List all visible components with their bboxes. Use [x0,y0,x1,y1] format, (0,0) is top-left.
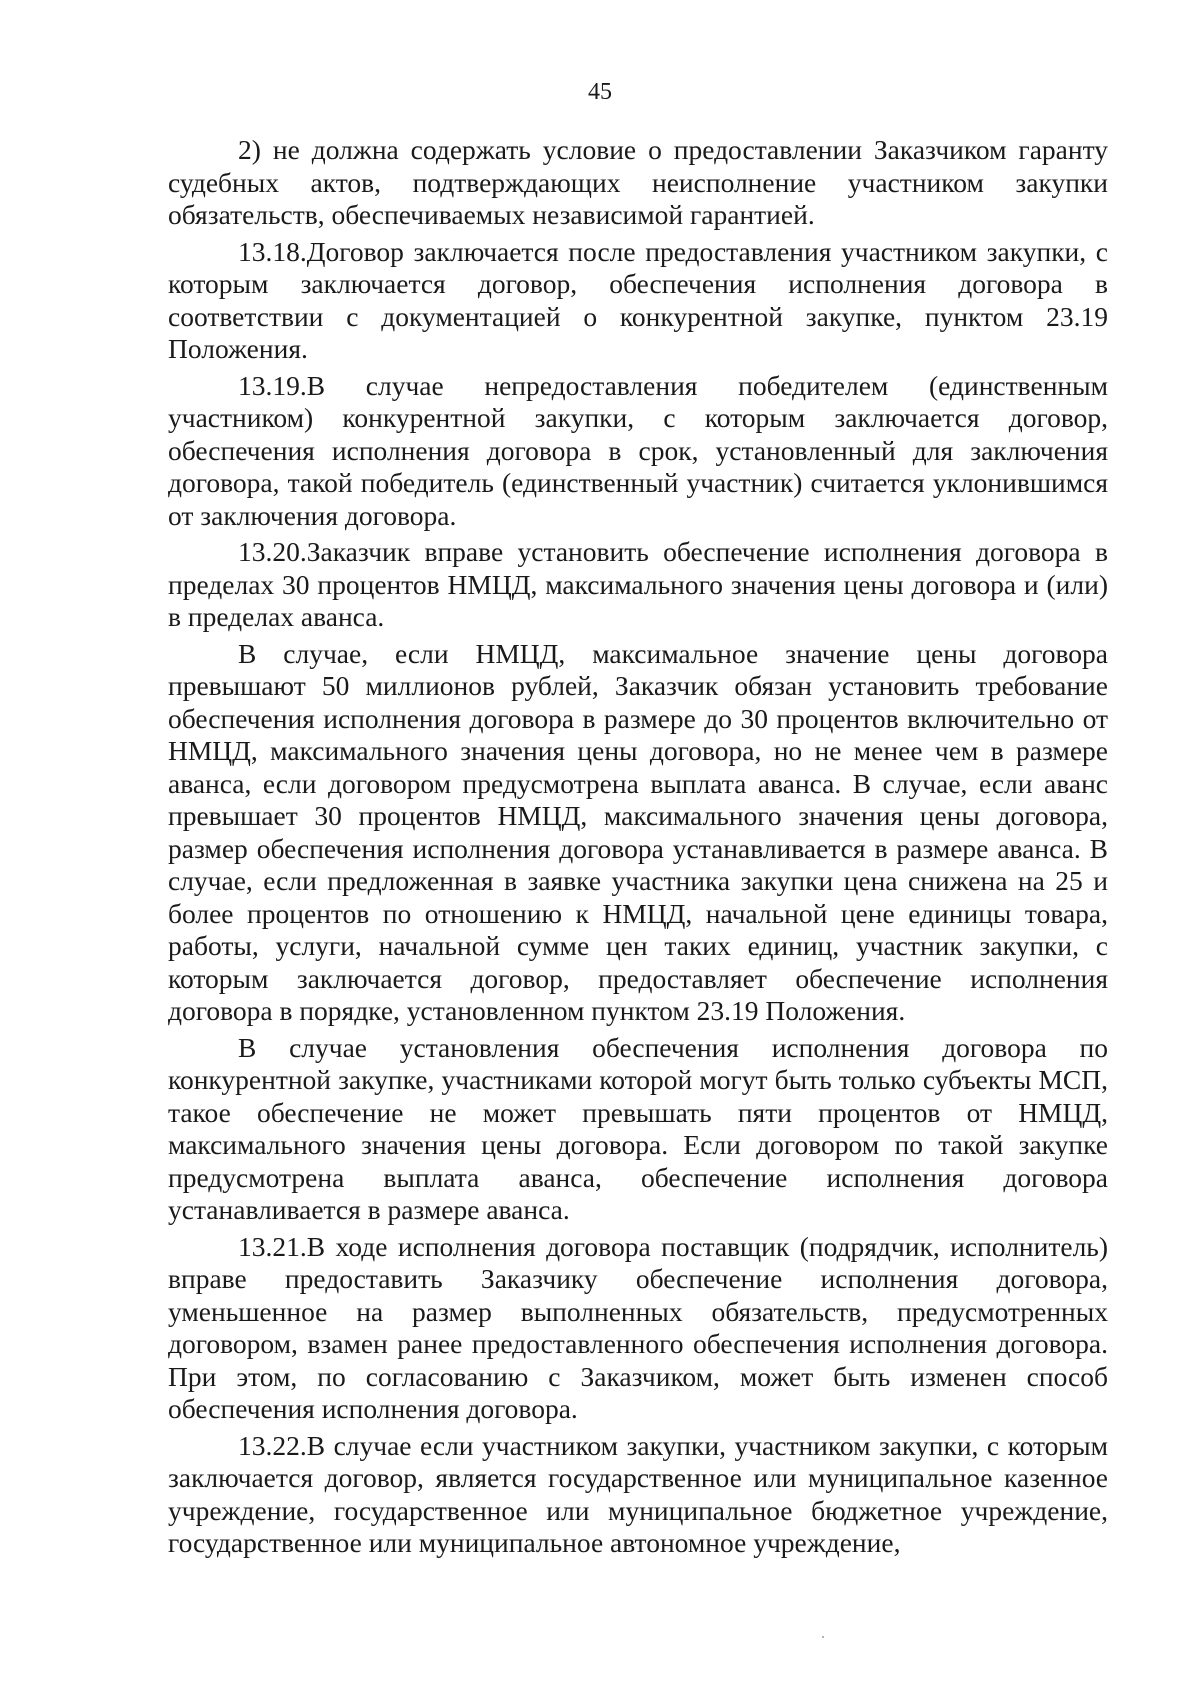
document-body [168,134,1108,1564]
paragraph-item-2: 2) не должна содержать условие о предоставлении Заказчиком гаранту судебных актов, подтверждающих неисполнение участником закупки обязательств, обеспечиваемых независимой гарантией. [168,134,1108,230]
paragraph-13-20-msp: В случае установления обеспечения исполнения договора по конкурентной закупке, участниками которой могут быть только субъекты МСП, такое обеспечение не может превышать пяти процентов от НМЦД, максимального значения цены договора. Если договором по такой закупке предусмотрена выплата аванса, обеспечение исполнения договора устанавливается в размере аванса. [168,1031,1108,1225]
page-number: 45 [588,79,612,105]
paragraph-13-20: 13.20.Заказчик вправе установить обеспечение исполнения договора в пределах 30 процентов НМЦД, максимального значения цены договора и (или) в пределах аванса. [168,536,1108,632]
paragraph-13-21: 13.21.В ходе исполнения договора поставщик (подрядчик, исполнитель) вправе предоставить Заказчику обеспечение исполнения договора, уменьшенное на размер выполненных обязательств, предусмотренных договором, взамен ранее предоставленного обеспечения исполнения договора. При этом, по согласованию с Заказчиком, может быть изменен способ обеспечения исполнения договора. [168,1230,1108,1424]
scan-speck [822,1636,824,1638]
paragraph-13-19: 13.19.В случае непредоставления победителем (единственным участником) конкурентной закупки, с которым заключается договор, обеспечения исполнения договора в срок, установленный для заключения договора, такой победитель (единственный участник) считается уклонившимся от заключения договора. [168,369,1108,531]
paragraph-13-18: 13.18.Договор заключается после предоставления участником закупки, с которым заключается договор, обеспечения исполнения договора в соответствии с документацией о конкурентной закупке, пунктом 23.19 Положения. [168,235,1108,364]
paragraph-13-22: 13.22.В случае если участником закупки, участником закупки, с которым заключается договор, является государственное или муниципальное казенное учреждение, государственное или муниципальное бюджетное учреждение, государственное или муниципальное автономное учреждение, [168,1429,1108,1558]
paragraph-13-20-over-50-million: В случае, если НМЦД, максимальное значение цены договора превышают 50 миллионов рублей, Заказчик обязан установить требование обеспечения исполнения договора в размере до 30 процентов включительно от НМЦД, максимального значения цены договора, но не менее чем в размере аванса, если договором предусмотрена выплата аванса. В случае, если аванс превышает 30 процентов НМЦД, максимального значения цены договора, размер обеспечения исполнения договора устанавливается в размере аванса. В случае, если предложенная в заявке участника закупки цена снижена на 25 и более процентов по отношению к НМЦД, начальной цене единицы товара, работы, услуги, начальной сумме цен таких единиц, участник закупки, с которым заключается договор, предоставляет обеспечение исполнения договора в порядке, установленном пунктом 23.19 Положения. [168,637,1108,1026]
